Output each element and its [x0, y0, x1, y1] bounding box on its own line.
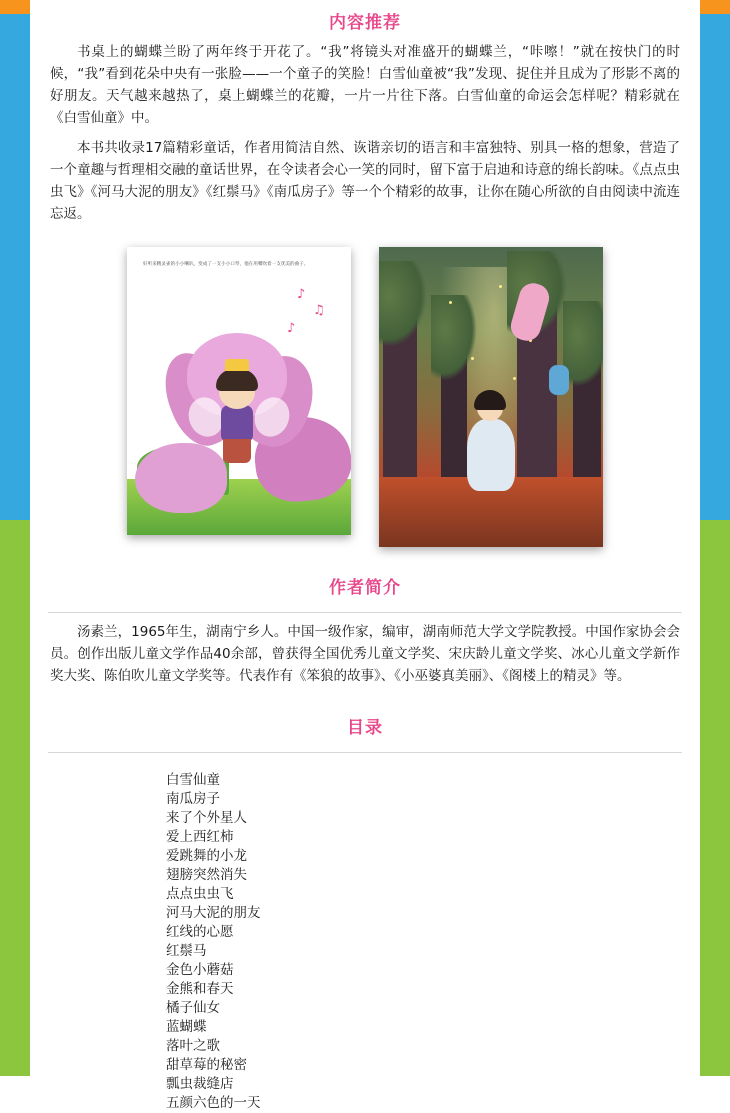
- music-note-icon: ♫: [313, 303, 325, 318]
- toc-item: 红线的心愿: [166, 924, 234, 940]
- right-border-green: [700, 520, 730, 1076]
- music-note-icon: ♪: [287, 321, 296, 336]
- firefly-dot: [499, 285, 502, 288]
- toc-item: 翅膀突然消失: [166, 867, 247, 883]
- inner-margin-left: [30, 0, 48, 1076]
- toc-item: 爱跳舞的小龙: [166, 848, 247, 864]
- left-decorative-border: [0, 0, 30, 1076]
- firefly-dot: [513, 377, 516, 380]
- toc-item: 金色小蘑菇: [166, 962, 234, 978]
- left-border-blue: [0, 0, 30, 520]
- canopy-shape: [563, 301, 603, 387]
- girl-dress: [467, 419, 515, 491]
- toc-item: 爱上西红柿: [166, 829, 234, 845]
- toc-item: 河马大泥的朋友: [166, 905, 261, 921]
- fairy-hair: [216, 369, 258, 391]
- canopy-shape: [431, 295, 477, 381]
- table-of-contents: [166, 771, 682, 1113]
- toc-item: 蓝蝴蝶: [166, 1019, 207, 1035]
- toc-item: 橘子仙女: [166, 1000, 220, 1016]
- flower-fairy-illustration: [127, 247, 351, 535]
- toc-item: 甜草莓的秘密: [166, 1057, 247, 1073]
- toc-item: 白雪仙童: [166, 772, 220, 788]
- recommend-paragraph-2: 本书共收录17篇精彩童话，作者用简洁自然、诙谐亲切的语言和丰富独特、别具一格的想象，营造了一个童趣与哲理相交融的童话世界，在令读者会心一笑的同时，留下富于启迪和诗意的绵长韵味。《点点虫虫飞》《河马大泥的朋友》《红鬃马》《南瓜房子》等一个个精彩的故事，让你在随心所欲的自由阅读中流连忘返。: [50, 140, 680, 222]
- illustration-caption-text: 好听来精灵雀的小小喇叭，变成了一支小小口琴，他在用嘴吹着一支优美的曲子。: [143, 262, 309, 267]
- flower-shape: [135, 443, 227, 513]
- toc-item: 来了个外星人: [166, 810, 247, 826]
- toc-item: 点点虫虫飞: [166, 886, 234, 902]
- recommend-paragraph-1: 书桌上的蝴蝶兰盼了两年终于开花了。“我”将镜头对准盛开的蝴蝶兰，“咔嚓！”就在按快门的时候，“我”看到花朵中央有一张脸——一个童子的笑脸！白雪仙童被“我”发现、捉住并且成为了形影不离的好朋友。天气越来越热了，桌上蝴蝶兰的花瓣，一片一片往下落。白雪仙童的命运会怎样呢？精彩就在《白雪仙童》中。: [50, 44, 680, 126]
- fairy-legs: [223, 439, 251, 463]
- right-decorative-border: [700, 0, 730, 1076]
- section-title-author: 作者简介: [329, 578, 401, 598]
- corner-accent-top-left: [0, 0, 30, 14]
- document-content: [48, 0, 682, 1111]
- canopy-shape: [379, 261, 427, 347]
- section-title-toc: 目录: [347, 718, 383, 738]
- crown-icon: [225, 359, 249, 371]
- forest-night-illustration: [379, 247, 603, 547]
- author-divider: [48, 612, 682, 613]
- bird-shape: [549, 365, 569, 395]
- corner-accent-top-right: [700, 0, 730, 14]
- right-border-blue: [700, 0, 730, 520]
- toc-item: 瓢虫裁缝店: [166, 1076, 234, 1092]
- firefly-dot: [449, 301, 452, 304]
- toc-item: 南瓜房子: [166, 791, 220, 807]
- section-title-recommend: 内容推荐: [329, 13, 401, 33]
- author-paragraph: 汤素兰，1965年生，湖南宁乡人。中国一级作家，编审，湖南师范大学文学院教授。中国作家协会会员。创作出版儿童文学作品40余部，曾获得全国优秀儿童文学奖、宋庆龄儿童文学奖、冰心儿童文学新作奖大奖、陈伯吹儿童文学奖等。代表作有《笨狼的故事》、《小巫婆真美丽》、《阁楼上的精灵》等。: [50, 624, 680, 684]
- toc-divider: [48, 752, 682, 753]
- toc-item: 红鬃马: [166, 943, 207, 959]
- toc-item: 落叶之歌: [166, 1038, 220, 1054]
- left-border-green: [0, 520, 30, 1076]
- fairy-body: [221, 405, 253, 443]
- music-note-icon: ♪: [297, 287, 306, 302]
- toc-item: 金熊和春天: [166, 981, 234, 997]
- toc-item: 五颜六色的一天: [166, 1095, 261, 1111]
- inner-margin-right: [682, 0, 700, 1076]
- firefly-dot: [471, 357, 474, 360]
- illustration-row: [48, 247, 682, 547]
